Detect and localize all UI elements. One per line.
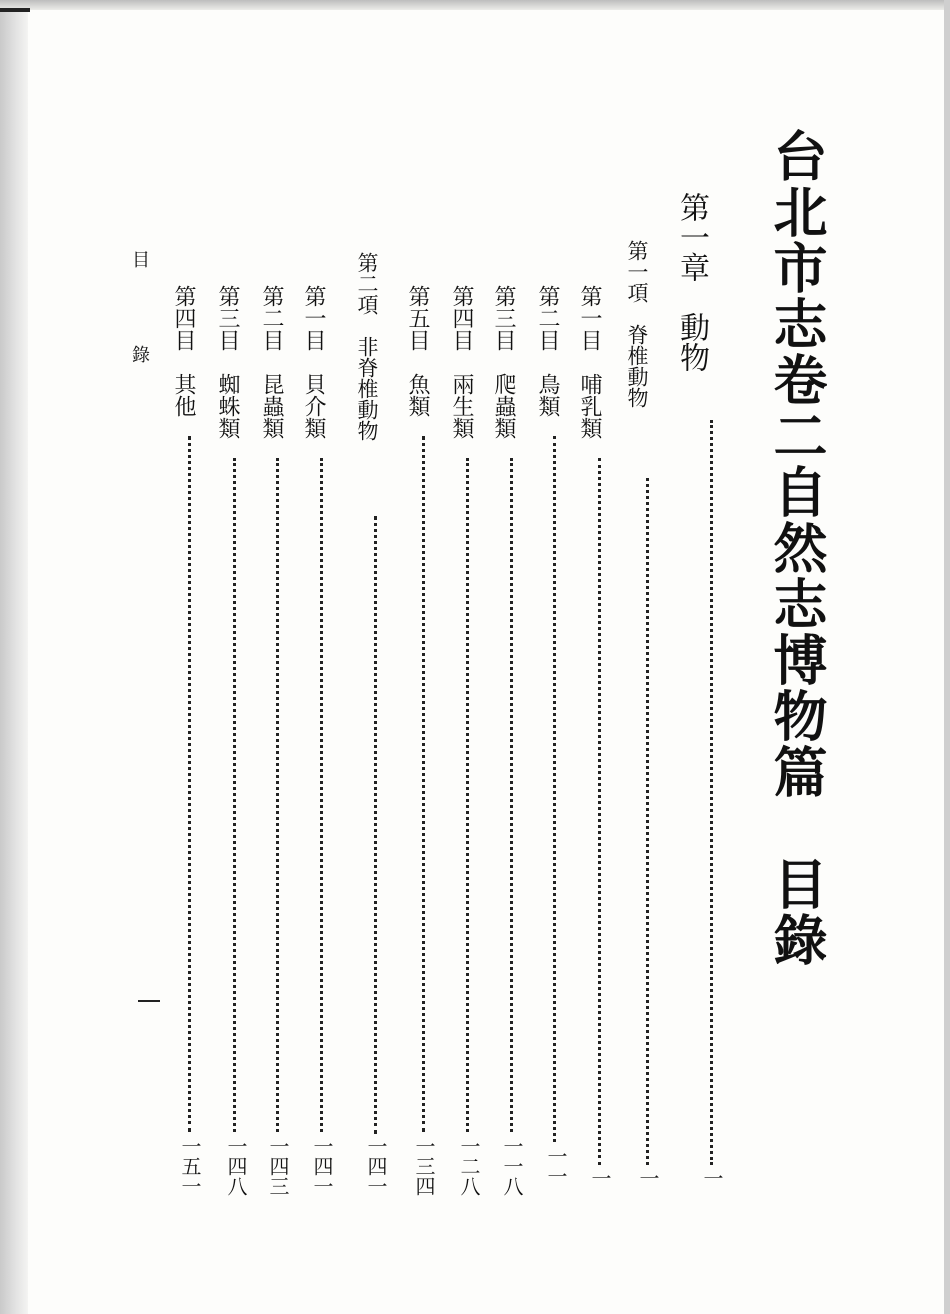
item-spacer — [405, 351, 430, 373]
item-5-page-number: 一三四 — [412, 1136, 436, 1196]
item-spacer — [171, 351, 196, 373]
item-number: 第四目 — [449, 285, 474, 351]
chapter-leader-dots — [710, 420, 713, 1165]
item-1-leader-dots — [598, 458, 601, 1165]
item-title: 魚類 — [405, 373, 430, 417]
item-number: 第五目 — [405, 285, 430, 351]
toc-item-4 — [450, 285, 472, 439]
item-spacer — [215, 351, 240, 373]
page-title: 台北市志卷二自然志博物篇 目錄 — [765, 128, 829, 968]
scan-corner-mark — [0, 8, 30, 12]
item-6-leader-dots — [320, 458, 323, 1132]
item-title: 其他 — [171, 373, 196, 417]
section-1-leader-dots — [646, 478, 649, 1165]
item-3-page-number: 一一八 — [500, 1136, 524, 1196]
section-spacer — [625, 303, 649, 324]
item-number: 第二目 — [259, 285, 284, 351]
item-title: 兩生類 — [449, 373, 474, 439]
chapter-spacer — [674, 282, 709, 312]
toc-item-5 — [406, 285, 428, 417]
scan-edge-right — [944, 0, 950, 1314]
item-8-page-number: 一四八 — [224, 1136, 248, 1196]
section-spacer — [355, 315, 379, 336]
item-1-page-number: 一 — [588, 1168, 612, 1188]
item-2-leader-dots — [553, 436, 556, 1142]
item-spacer — [301, 351, 326, 373]
section-title: 非脊椎動物 — [355, 336, 379, 441]
item-4-page-number: 一二八 — [457, 1136, 481, 1196]
chapter-title: 動物 — [674, 312, 709, 372]
item-number: 第二目 — [535, 285, 560, 351]
running-footer-char-1: 目 — [129, 250, 150, 268]
toc-item-6 — [302, 285, 324, 439]
toc-item-3 — [492, 285, 514, 439]
item-3-leader-dots — [510, 458, 513, 1132]
item-9-leader-dots — [188, 436, 191, 1132]
running-footer-char-2: 錄 — [129, 345, 150, 363]
toc-item-9 — [172, 285, 194, 417]
page-folio — [138, 1000, 160, 1002]
item-spacer — [259, 351, 284, 373]
chapter-number: 第一章 — [674, 192, 709, 282]
item-title: 昆蟲類 — [259, 373, 284, 439]
item-number: 第一目 — [301, 285, 326, 351]
section-2-leader-dots — [374, 516, 377, 1134]
toc-chapter-label — [674, 192, 709, 372]
toc-section-1 — [626, 240, 647, 408]
section-title: 脊椎動物 — [625, 324, 649, 408]
item-7-leader-dots — [276, 458, 279, 1132]
item-title: 爬蟲類 — [491, 373, 516, 439]
section-number: 第一項 — [625, 240, 649, 303]
section-1-page-number: 一 — [636, 1168, 660, 1188]
toc-item-7 — [260, 285, 282, 439]
section-number: 第二項 — [355, 252, 379, 315]
item-spacer — [535, 351, 560, 373]
item-spacer — [449, 351, 474, 373]
item-number: 第四目 — [171, 285, 196, 351]
item-number: 第三目 — [491, 285, 516, 351]
item-title: 貝介類 — [301, 373, 326, 439]
item-8-leader-dots — [233, 458, 236, 1132]
item-title: 哺乳類 — [577, 373, 602, 439]
item-5-leader-dots — [422, 436, 425, 1132]
item-spacer — [491, 351, 516, 373]
item-number: 第三目 — [215, 285, 240, 351]
toc-item-8 — [216, 285, 238, 439]
item-number: 第一目 — [577, 285, 602, 351]
toc-item-1 — [578, 285, 600, 439]
toc-item-2 — [536, 285, 558, 417]
item-4-leader-dots — [466, 458, 469, 1132]
chapter-page-number: 一 — [700, 1168, 724, 1188]
item-9-page-number: 一五一 — [178, 1136, 202, 1196]
item-6-page-number: 一四一 — [310, 1136, 334, 1196]
scan-edge-left — [0, 0, 28, 1314]
item-2-page-number: 一一 — [544, 1146, 568, 1186]
item-spacer — [577, 351, 602, 373]
item-title: 蜘蛛類 — [215, 373, 240, 439]
scan-edge-top — [0, 0, 950, 10]
item-title: 鳥類 — [535, 373, 560, 417]
toc-section-2 — [356, 252, 377, 441]
item-7-page-number: 一四三 — [266, 1136, 290, 1196]
section-2-page-number: 一四一 — [364, 1136, 388, 1196]
